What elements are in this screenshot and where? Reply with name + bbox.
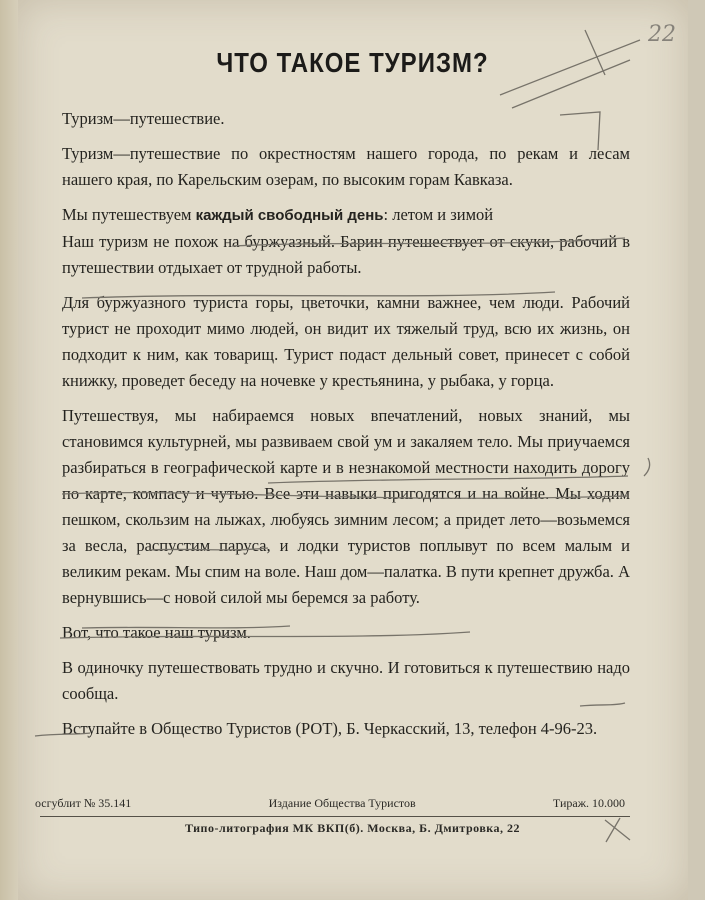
pencil-underline [580, 703, 625, 706]
paragraph: Вступайте в Общество Туристов (РОТ), Б. Черкасский, 13, телефон 4-96-23. [62, 719, 598, 738]
bold-phrase: каждый свободный день [195, 207, 384, 224]
pencil-cross [605, 818, 630, 842]
paragraph: Мы путешествуем каждый свободный день: летом и зимой [62, 205, 494, 224]
pencil-underline [62, 493, 628, 499]
pencil-underline [268, 476, 628, 483]
pencil-page-number: 22 [648, 22, 676, 47]
document-title: ЧТО ТАКОЕ ТУРИЗМ? [216, 47, 489, 79]
publisher: Издание Общества Туристов [268, 796, 416, 810]
paragraph: Путешествуя, мы набираемся новых впечатлений, новых знаний, мы становимся культурней, мы развиваем свой ум и закаляем тело. Мы приучаемся разбираться в географической карте и в незнакомой местности находить дорогу по карте, компасу и чутью. Все эти навыки пригодятся и на войне. Мы ходим пешком, скользим на лыжах, любуясь зимним лесом; а придет лето—возьмемся за весла, распустим паруса, и лодки туристов поплывут по всем малым и великим рекам. Мы спим на воле. Наш дом—палатка. В пути крепнет дружба. А вернувшись—с новой силой мы беремся за работу. [62, 406, 630, 607]
paragraph: Туризм—путешествие по окрестностям нашего города, по рекам и лесам нашего края, по Карельским озерам, по высоким горам Кавказа. [62, 144, 630, 189]
paragraph: Туризм—путешествие. [62, 109, 225, 128]
print-run: Тираж. 10.000 [552, 796, 625, 810]
paragraph: Для буржуазного туриста горы, цветочки, камни важнее, чем люди. Рабочий турист не проходит мимо людей, он видит их тяжелый труд, всю их жизнь, он подходит к ним, как товарищ. Турист подаст дельный совет, принесет с собой книжку, проведет беседу на ночевке у крестьянина, у рыбака, у горца. [62, 293, 630, 390]
pencil-underline [82, 626, 290, 628]
pencil-mark [644, 458, 650, 476]
pencil-underline [150, 548, 268, 550]
pencil-underline [35, 733, 90, 736]
pencil-underline [60, 632, 470, 638]
pencil-underline [232, 238, 625, 246]
censor-number: осгублит № 35.141 [35, 796, 132, 810]
paragraph: Вот, что такое наш туризм. [62, 623, 251, 642]
paragraph: В одиночку путешествовать трудно и скучно. И готовиться к путешествию надо сообща. [62, 658, 630, 703]
pencil-underline [82, 292, 555, 298]
pencil-scribble [500, 30, 640, 108]
printer-line: Типо-литография МК ВКП(б). Москва, Б. Дмитровка, 22 [184, 821, 521, 835]
paragraph: Наш туризм не похож на буржуазный. Барин путешествует от скуки, рабочий в путешествии отдыхает от трудной работы. [62, 232, 630, 277]
pencil-scribble [560, 112, 600, 150]
